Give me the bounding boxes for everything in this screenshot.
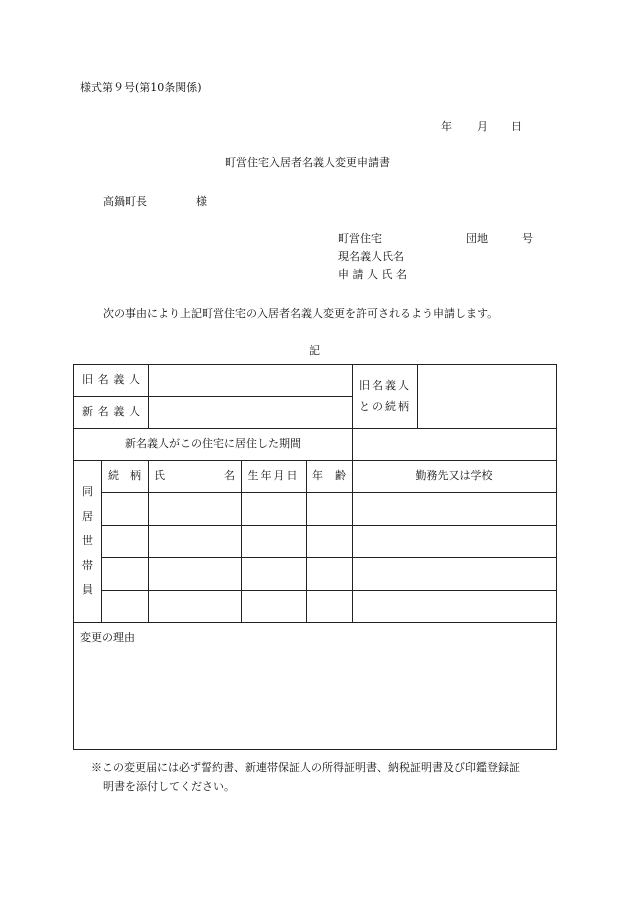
col-relation-header: 続 柄 [108,469,141,483]
new-holder-field[interactable] [149,397,352,428]
reason-label: 変更の理由 [80,631,135,644]
addressee-honorific: 様 [196,195,207,208]
relation-field[interactable] [418,365,556,428]
household-label: 同 居 世 帯 員 [82,484,93,597]
residence-period-field[interactable] [353,429,556,460]
relation-label: 旧名義人 との続柄 [359,378,411,413]
note-line-2: 明書を添付してください。 [103,780,235,793]
form-title: 町営住宅入居者名義人変更申請書 [225,156,390,169]
reason-field[interactable] [74,623,556,749]
col-birthdate-header: 生年月日 [247,469,300,483]
date-year-label: 年 [441,120,452,133]
date-month-label: 月 [477,120,488,133]
new-holder-label: 新 名 義 人 [82,405,140,419]
col-name-header: 氏 名 [154,469,235,483]
note-line-1: ※この変更届には必ず誓約書、新連帯保証人の所得証明書、納税証明書及び印鑑登録証 [91,761,520,774]
request-text: 次の事由により上記町営住宅の入居者名義人変更を許可されるよう申請します。 [103,307,499,320]
old-holder-label: 旧 名 義 人 [82,372,140,386]
residence-period-label: 新名義人がこの住宅に居住した期間 [125,437,301,451]
col-age-header: 年 齢 [312,469,346,483]
date-day-label: 日 [511,120,522,133]
current-holder-label: 現名義人氏名 [338,250,404,263]
addressee-name: 高鍋町長 [103,195,147,208]
complex-label: 団地 [466,232,488,245]
applicant-name-label: 申 請 人 氏 名 [338,268,407,281]
ki-label: 記 [309,344,320,357]
housing-label: 町営住宅 [338,232,382,245]
old-holder-field[interactable] [149,365,352,396]
col-work-header: 勤務先又は学校 [415,469,493,483]
form-number: 様式第９号(第10条関係) [80,81,202,94]
number-label: 号 [522,232,533,245]
